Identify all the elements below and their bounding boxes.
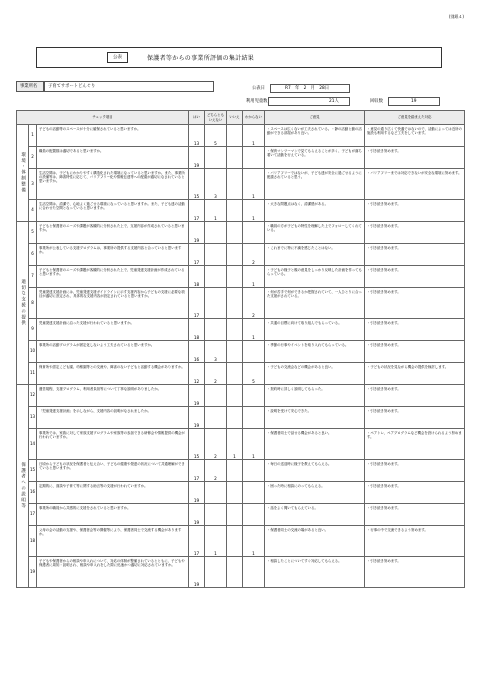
unknown-count xyxy=(243,482,265,504)
table-header xyxy=(17,111,465,125)
neither-count: 3 xyxy=(205,169,227,200)
date-box xyxy=(270,84,350,93)
unknown-count: 1 xyxy=(243,319,265,341)
yes-count: 15 xyxy=(189,169,205,200)
row-number: 6 xyxy=(29,244,37,266)
neither-count xyxy=(205,288,227,319)
check-item-text: 子どもや保護者からの相談や申入れについて、対応の体制が整備されているとともに、子どもや保護者に周知・説明され、相談や申入れをした際に迅速かつ適切に対応されていますか。 xyxy=(37,557,189,588)
neither-count xyxy=(205,385,227,407)
neither-count xyxy=(205,147,227,169)
no-count xyxy=(227,319,243,341)
check-item-text: 児童発達支援計画に沿った支援が行われていると思いますか。 xyxy=(37,319,189,341)
check-item-text: 父母の会の活動の支援や、保護者会等の開催等により、保護者同士で交流する機会がありますか。 xyxy=(37,526,189,557)
response-text: ・引き続き努めます。 xyxy=(365,482,465,504)
check-item-text: 保育所や認定こども園、幼稚園等との交流や、障害のない子どもと活動する機会がありますか。 xyxy=(37,363,189,385)
table-row xyxy=(17,169,465,200)
unknown-count xyxy=(243,341,265,363)
check-item-text: 事業所では、家族に対して家族支援プログラムや家族等の参加できる研修会や情報提供の機会が行われていますか。 xyxy=(37,429,189,460)
row-number: 13 xyxy=(29,407,37,429)
row-number: 12 xyxy=(29,385,37,407)
neither-count xyxy=(205,266,227,288)
unknown-count: 1 xyxy=(243,526,265,557)
title-badge: 公表 xyxy=(107,52,128,63)
neither-count xyxy=(205,319,227,341)
row-number: 17 xyxy=(29,504,37,526)
yes-count: 19 xyxy=(189,504,205,526)
row-number: 18 xyxy=(29,526,37,557)
unknown-count: 2 xyxy=(243,288,265,319)
no-count xyxy=(227,200,243,222)
comment-text: ・説明を受けて安心できた。 xyxy=(265,407,365,429)
table-row xyxy=(17,407,465,429)
unknown-count xyxy=(243,557,265,588)
users-box xyxy=(268,97,350,106)
response-text: ・引き続き努めます。 xyxy=(365,341,465,363)
comment-text: ・子どもの交流会などの機会があると良い。 xyxy=(265,363,365,385)
neither-count: 5 xyxy=(205,125,227,147)
unknown-count: 1 xyxy=(243,429,265,460)
comment-text: ・大きな問題点はなく、清潔感がある。 xyxy=(265,200,365,222)
response-text: ・行事の中で交流できるよう努めます。 xyxy=(365,526,465,557)
no-count xyxy=(227,460,243,482)
comment-text: ・何が苦手で何ができるか把握されていて、一人ひとりに合った支援がされている。 xyxy=(265,288,365,319)
yes-count: 17 xyxy=(189,460,205,482)
check-item-text: 職員の配置数は適切であると思いますか。 xyxy=(37,147,189,169)
response-text: ・引き続き努めます。 xyxy=(365,407,465,429)
check-item-text: 子どもの活動等のスペースが十分に確保されていると思いますか。 xyxy=(37,125,189,147)
unknown-count: 1 xyxy=(243,169,265,200)
no-count xyxy=(227,288,243,319)
evaluation-table xyxy=(16,110,465,588)
category-label: 保護者への説明等 xyxy=(17,385,29,588)
users-label: 利用児童数 xyxy=(246,99,268,104)
unknown-count: 2 xyxy=(243,244,265,266)
check-item-text: 子どもと保護者のニーズや課題が客観的に分析された上で、支援内容が作成されていると思いますか。 xyxy=(37,222,189,244)
row-number: 7 xyxy=(29,266,37,288)
comment-text: ・保育マンツーマンで見てもらえることが多く、子どもが落ち着いて活動を行えている。 xyxy=(265,147,365,169)
yes-count: 19 xyxy=(189,407,205,429)
comment-text: ・スペースは広くないが工夫されている。・静の活動と動の活動ができる部屋があり良い。 xyxy=(265,125,365,147)
table-row xyxy=(17,341,465,363)
unknown-count xyxy=(243,222,265,244)
row-number: 19 xyxy=(29,557,37,588)
row-number: 1 xyxy=(29,125,37,147)
yes-count: 15 xyxy=(189,429,205,460)
responses-label: 回収数 xyxy=(370,99,383,104)
yes-count: 16 xyxy=(189,341,205,363)
response-text: ・引き続き努めます。 xyxy=(365,385,465,407)
responses-box xyxy=(388,97,440,106)
yes-count: 19 xyxy=(189,557,205,588)
neither-count xyxy=(205,482,227,504)
yes-count: 12 xyxy=(189,363,205,385)
table-row xyxy=(17,482,465,504)
users-value: 21人 xyxy=(329,99,339,104)
row-number: 3 xyxy=(29,169,37,200)
no-count xyxy=(227,557,243,588)
responses-value: 19 xyxy=(411,99,417,104)
response-text: ・引き続き努めます。 xyxy=(365,460,465,482)
row-number: 9 xyxy=(29,319,37,341)
no-count xyxy=(227,363,243,385)
table-row xyxy=(17,244,465,266)
office-label-box xyxy=(16,81,44,92)
table-row xyxy=(17,222,465,244)
neither-count: 1 xyxy=(205,526,227,557)
table-row xyxy=(17,319,465,341)
no-count xyxy=(227,385,243,407)
office-name: 子育てサポートどんぐり xyxy=(48,84,96,89)
unknown-count: 1 xyxy=(243,200,265,222)
response-text: ・引き続き努めます。 xyxy=(365,319,465,341)
neither-count xyxy=(205,504,227,526)
yes-count: 13 xyxy=(189,125,205,147)
response-text: ・引き続き努めます。 xyxy=(365,222,465,244)
no-count xyxy=(227,482,243,504)
comment-text: ・保護者同士で話せる機会があると良い。 xyxy=(265,429,365,460)
response-text: ・引き続き努めます。 xyxy=(365,147,465,169)
check-item-text: 定期的に、面談や子育て等に関する助言等の支援が行われていますか。 xyxy=(37,482,189,504)
check-item-text: 日頃から子どもの状況を保護者と伝え合い、子どもの健康や発達の状況について共通理解ができていると思いますか。 xyxy=(37,460,189,482)
title-box xyxy=(36,47,442,68)
date-value: R7 年 2 月 28日 xyxy=(285,86,329,91)
unknown-count: 1 xyxy=(243,266,265,288)
table-row xyxy=(17,526,465,557)
comment-text: ・職員の方が子どもの特性を理解した上でフォローしてくれている。 xyxy=(265,222,365,244)
response-text: ・引き続き努めます。 xyxy=(365,200,465,222)
comment-text: ・話をよく聞いてもらえている。 xyxy=(265,504,365,526)
yes-count: 17 xyxy=(189,200,205,222)
no-count xyxy=(227,169,243,200)
no-count xyxy=(227,526,243,557)
comment-text: ・バリアフリーではないが、子ども達が安全に過ごせるように配慮されていると思う。 xyxy=(265,169,365,200)
table-row xyxy=(17,200,465,222)
unknown-count xyxy=(243,385,265,407)
response-text: ・引き続き努めます。 xyxy=(365,504,465,526)
table-row xyxy=(17,266,465,288)
check-item-text: 子どもと保護者のニーズや課題が客観的に分析された上で、児童発達支援計画が作成されていると思いますか。 xyxy=(37,266,189,288)
office-name-box xyxy=(44,81,214,92)
response-text: ・引き続き努めます。 xyxy=(365,244,465,266)
no-count xyxy=(227,147,243,169)
col-check: チェック項目 xyxy=(17,111,189,125)
row-number: 10 xyxy=(29,341,37,363)
office-label: 事業所名 xyxy=(20,84,38,89)
yes-count: 18 xyxy=(189,319,205,341)
check-item-text: 生活空間は、子どもにわかりやすく構造化された環境になっていると思いますか。また、事業所の設備等は、障害特性に応じて、バリアフリー化や情報伝達等への配慮が適切になされていると思いますか。 xyxy=(37,169,189,200)
row-number: 2 xyxy=(29,147,37,169)
no-count xyxy=(227,266,243,288)
comment-text: ・契約時に詳しく説明してもらった。 xyxy=(265,385,365,407)
neither-count: 2 xyxy=(205,460,227,482)
yes-count: 17 xyxy=(189,244,205,266)
yes-count: 19 xyxy=(189,222,205,244)
neither-count xyxy=(205,557,227,588)
table-row xyxy=(17,429,465,460)
row-number: 8 xyxy=(29,288,37,319)
check-item-text: 生活空間は、清潔で、心地よく過ごせる環境になっていると思いますか。また、子ども達の活動に合わせた空間となっていると思いますか。 xyxy=(37,200,189,222)
yes-count: 17 xyxy=(189,526,205,557)
no-count xyxy=(227,222,243,244)
page-title: 保護者等からの事業所評価の集計結果 xyxy=(147,55,255,62)
comment-text: ・毎日の送迎時に様子を教えてもらえる。 xyxy=(265,460,365,482)
response-text: ・引き続き努めます。 xyxy=(365,266,465,288)
unknown-count: 1 xyxy=(243,125,265,147)
no-count xyxy=(227,125,243,147)
table-row xyxy=(17,504,465,526)
row-number: 5 xyxy=(29,222,37,244)
unknown-count xyxy=(243,460,265,482)
response-text: ・意見の通り広くて快適ではないので、活動によっては近所の施設も利用するなど工夫をしています。 xyxy=(365,125,465,147)
comment-text: ・季節の行事やイベントを取り入れてもらっている。 xyxy=(265,341,365,363)
check-item-text: 「児童発達支援計画」を示しながら、支援内容の説明がなされましたか。 xyxy=(37,407,189,429)
yes-count: 17 xyxy=(189,288,205,319)
check-item-text: 児童発達支援計画には、児童発達支援ガイドラインに示す支援内容から子どもの支援に必要な項目が適切に設定され、具体的な支援内容が設定されていると思いますか。 xyxy=(37,288,189,319)
check-item-text: 事業所の職員から共感的に支援をされていると思いますか。 xyxy=(37,504,189,526)
date-label: 公表日 xyxy=(252,86,265,91)
row-number: 4 xyxy=(29,200,37,222)
no-count xyxy=(227,341,243,363)
yes-count: 18 xyxy=(189,266,205,288)
check-item-text: 事業所の活動プログラムが固定化しないよう工夫されていると思いますか。 xyxy=(37,341,189,363)
row-number: 14 xyxy=(29,429,37,460)
comment-text: ・これまでに特に不満を感じたことはない。 xyxy=(265,244,365,266)
no-count xyxy=(227,504,243,526)
table-row xyxy=(17,288,465,319)
response-text: ・子どもの状況を見ながら機会の提供を検討します。 xyxy=(365,363,465,385)
unknown-count xyxy=(243,504,265,526)
row-number: 11 xyxy=(29,363,37,385)
category-label: 適切な支援の提供 xyxy=(17,222,29,385)
yes-count: 19 xyxy=(189,385,205,407)
col-yes: はい xyxy=(189,111,205,125)
neither-count xyxy=(205,244,227,266)
table-row xyxy=(17,460,465,482)
col-response: ご意見を踏まえた対応 xyxy=(365,111,465,125)
comment-text: ・共通の目標に向けて取り組んでもらっている。 xyxy=(265,319,365,341)
neither-count xyxy=(205,222,227,244)
unknown-count xyxy=(243,407,265,429)
row-number: 15 xyxy=(29,460,37,482)
col-no: いいえ xyxy=(227,111,243,125)
col-comments: ご意見 xyxy=(265,111,365,125)
table-row xyxy=(17,385,465,407)
response-text: ・引き続き努めます。 xyxy=(365,557,465,588)
table-row xyxy=(17,147,465,169)
yes-count: 19 xyxy=(189,147,205,169)
unknown-count: 5 xyxy=(243,363,265,385)
no-count: 1 xyxy=(227,429,243,460)
response-text: ・バリアフリーまでは対応できないが安全な環境に努めます。 xyxy=(365,169,465,200)
comment-text: ・保護者同士の交流の場があると良い。 xyxy=(265,526,365,557)
table-row xyxy=(17,363,465,385)
table-row xyxy=(17,557,465,588)
neither-count: 2 xyxy=(205,429,227,460)
neither-count: 2 xyxy=(205,363,227,385)
neither-count xyxy=(205,407,227,429)
unknown-count xyxy=(243,147,265,169)
response-text: ・引き続き努めます。 xyxy=(365,288,465,319)
check-item-text: 事業所が公表している支援プログラムは、事業所の提供する支援内容と合っていると思いますか。 xyxy=(37,244,189,266)
comment-text: ・相談したことについてすぐ対応してもらえる。 xyxy=(265,557,365,588)
comment-text: ・子どもの様子と親の意見をしっかり反映した計画を作ってもらっている。 xyxy=(265,266,365,288)
comment-text: ・困った時に相談にのってもらえる。 xyxy=(265,482,365,504)
category-label: 環境・体制整備 xyxy=(17,125,29,222)
table-row xyxy=(17,125,465,147)
no-count xyxy=(227,244,243,266)
col-unknown: わからない xyxy=(243,111,265,125)
check-item-text: 運営規程、支援プログラム、利用者負担等について丁寧な説明がありましたか。 xyxy=(37,385,189,407)
no-count xyxy=(227,407,243,429)
col-neither: どちらともいえない xyxy=(205,111,227,125)
response-text: ・ペアトレ、ペアプログラムなど機会を設けられるよう努めます。 xyxy=(365,429,465,460)
neither-count: 1 xyxy=(205,200,227,222)
page-tag: (別紙４) xyxy=(448,14,464,19)
row-number: 16 xyxy=(29,482,37,504)
yes-count: 19 xyxy=(189,482,205,504)
neither-count: 3 xyxy=(205,341,227,363)
